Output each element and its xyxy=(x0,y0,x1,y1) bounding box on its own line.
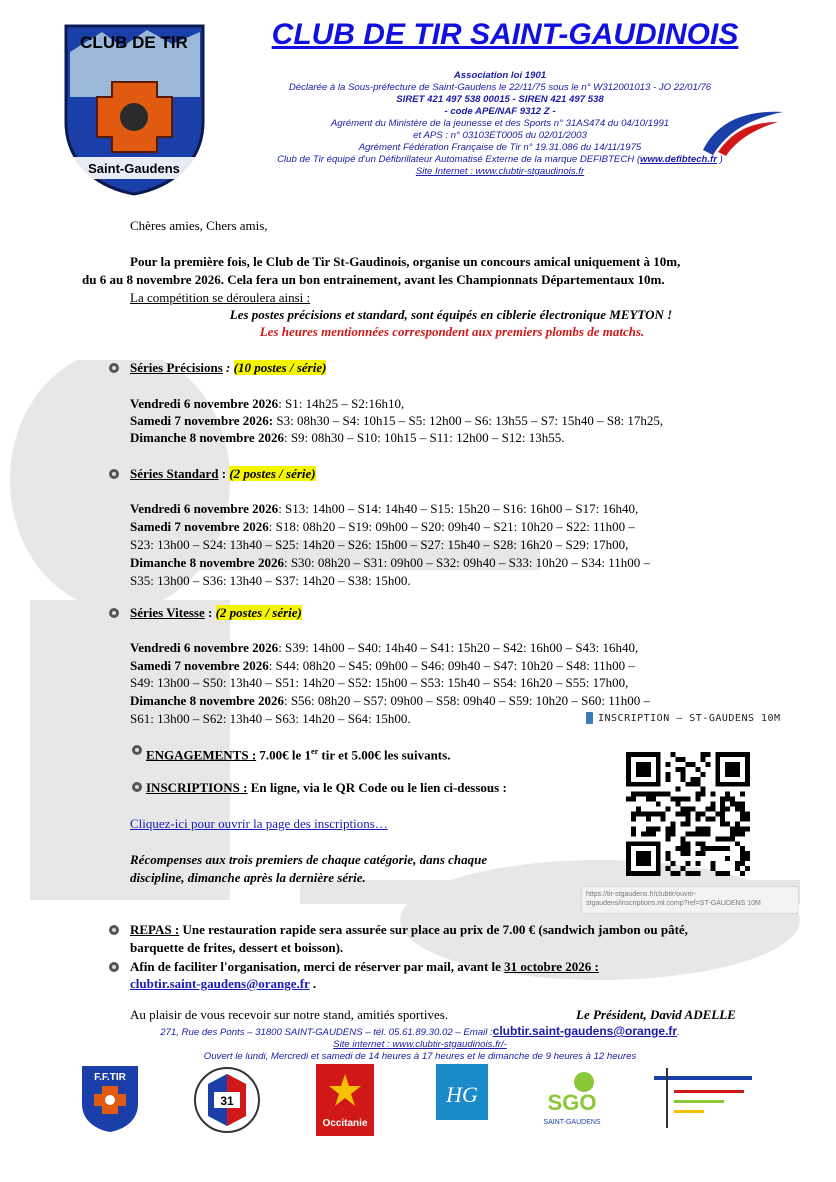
defib-line: Club de Tir équipé d'un Défibrillateur Automatisé Externe de la marque DEFIBTECH (www.defibtech.fr ) xyxy=(277,154,723,165)
saint-gaudens-logo xyxy=(540,1064,604,1136)
bullet-icon xyxy=(108,607,120,619)
bullet-icon xyxy=(108,362,120,374)
schedule-line: S49: 13h00 – S50: 13h40 – S51: 14h20 – S52: 15h00 – S53: 15h40 – S54: 16h20 – S55: 17h00, xyxy=(130,675,629,690)
email-link[interactable]: clubtir.saint-gaudens@orange.fr xyxy=(130,976,310,991)
svg-text:HG: HG xyxy=(446,1082,478,1107)
haute-garonne-logo xyxy=(436,1064,488,1136)
schedule-line: Samedi 7 novembre 2026: S3: 08h30 – S4: 10h15 – S5: 12h00 – S6: 13h55 – S7: 15h40 – S8: 17h25, xyxy=(130,413,664,428)
bullet-icon xyxy=(108,961,120,973)
schedule-line: S23: 13h00 – S24: 13h40 – S25: 14h20 – S26: 15h00 – S27: 15h40 – S28: 16h20 – S29: 17h00, xyxy=(130,537,629,552)
svg-text:F.F.TIR: F.F.TIR xyxy=(94,1072,126,1083)
meyton-note: Les postes précisions et standard, sont équipés en ciblerie électronique MEYTON ! xyxy=(229,307,673,322)
svg-text:SGO: SGO xyxy=(547,1090,597,1115)
footer-contact xyxy=(100,1025,740,1063)
logo-bottom-text: Saint-Gaudens xyxy=(88,161,180,176)
footer-hours: Ouvert le lundi, Mercredi et samedi de 14 heures à 17 heures et le dimanche de 9 heures à 12 heures xyxy=(203,1051,637,1062)
section-vitesse-heading: Séries Vitesse : (2 postes / série) xyxy=(130,605,302,620)
siret-line: SIRET 421 497 538 00015 - SIREN 421 497 538 xyxy=(396,94,604,105)
bullet-icon xyxy=(108,924,120,936)
inscriptions-line: INSCRIPTIONS : En ligne, via le QR Code ou le lien ci-dessous : xyxy=(146,780,507,795)
page-title: CLUB DE TIR SAINT-GAUDINOIS xyxy=(271,18,739,51)
comminges-logo xyxy=(650,1064,754,1136)
qr-code[interactable] xyxy=(626,752,750,876)
greeting: Chères amies, Chers amis, xyxy=(130,218,268,233)
schedule-line: Samedi 7 novembre 2026: S18: 08h20 – S19: 09h00 – S20: 09h40 – S21: 10h20 – S22: 11h00 – xyxy=(130,519,635,534)
heures-note: Les heures mentionnées correspondent aux premiers plombs de matchs. xyxy=(259,324,645,339)
footer-address: 271, Rue des Ponts – 31800 SAINT-GAUDENS – tél. 05.61.89.30.02 – Email :clubtir.saint-gaudens@orange.fr. xyxy=(160,1024,680,1038)
schedule-line: Samedi 7 novembre 2026: S44: 08h20 – S45: 09h00 – S46: 09h40 – S47: 10h20 – S48: 11h00 – xyxy=(130,658,635,673)
schedule-line: Dimanche 8 novembre 2026: S30: 08h20 – S31: 09h00 – S32: 09h40 – S33: 10h20 – S34: 11h00 – xyxy=(130,555,651,570)
bullet-icon xyxy=(131,744,143,756)
svg-text:31: 31 xyxy=(220,1094,234,1108)
reservation-email-line: clubtir.saint-gaudens@orange.fr . xyxy=(130,976,317,991)
schedule-line: Vendredi 6 novembre 2026: S1: 14h25 – S2:16h10, xyxy=(130,396,405,411)
assoc-line: Association loi 1901 xyxy=(453,70,547,81)
logo-top-text: CLUB DE TIR xyxy=(80,33,188,52)
association-info xyxy=(220,70,780,178)
footer-site-link[interactable]: Site internet : www.clubtir-stgaudinois.fr/- xyxy=(333,1039,507,1050)
recompenses-line-2: discipline, dimanche après la dernière série. xyxy=(130,870,366,885)
assoc-line: Déclarée à la Sous-préfecture de Saint-Gaudens le 22/11/75 sous le n° W312001013 - JO 22/01/76 xyxy=(288,82,712,93)
federation-swoosh-logo xyxy=(698,100,788,160)
phone-icon xyxy=(586,712,593,724)
signature: Le Président, David ADELLE xyxy=(576,1007,736,1022)
bullet-icon xyxy=(131,781,143,793)
closing-text: Au plaisir de vous recevoir sur notre stand, amitiés sportives. xyxy=(130,1007,449,1022)
reservation-line: Afin de faciliter l'organisation, merci de réserver par mail, avant le 31 octobre 2026 : xyxy=(130,959,599,974)
schedule-line: Vendredi 6 novembre 2026: S13: 14h00 – S14: 14h40 – S15: 15h20 – S16: 16h00 – S17: 16h40, xyxy=(130,501,639,516)
bullet-icon xyxy=(108,468,120,480)
agrement-line: Agrément du Ministère de la jeunesse et des Sports n° 31AS474 du 04/10/1991 xyxy=(330,118,670,129)
schedule-line: S61: 13h00 – S62: 13h40 – S63: 14h20 – S64: 15h00. xyxy=(130,711,411,726)
section-precision-heading: Séries Précisions : (10 postes / série) xyxy=(130,360,327,375)
fftir-logo xyxy=(80,1064,140,1134)
deroulement-text: La compétition se déroulera ainsi : xyxy=(130,290,311,305)
footer-email-link[interactable]: clubtir.saint-gaudens@orange.fr xyxy=(492,1024,678,1038)
ape-line: - code APE/NAF 9312 Z - xyxy=(444,106,556,117)
qr-url[interactable]: https://tir-stgaudens.fr/clubtir/ouvrir-stgaudens/inscriptions.ml.comp?ref=ST-GAUDENS 10M xyxy=(582,887,798,913)
cd31-logo xyxy=(188,1064,266,1136)
site-link[interactable]: Site Internet : www.clubtir-stgaudinois.fr xyxy=(415,166,585,177)
inscriptions-link[interactable]: Cliquez-ici pour ouvrir la page des inscriptions… xyxy=(130,816,388,831)
schedule-line: Vendredi 6 novembre 2026: S39: 14h00 – S40: 14h40 – S41: 15h20 – S42: 16h00 – S43: 16h40, xyxy=(130,640,639,655)
schedule-line: S35: 13h00 – S36: 13h40 – S37: 14h20 – S38: 15h00. xyxy=(130,573,411,588)
occitanie-logo xyxy=(316,1064,374,1136)
club-logo xyxy=(62,22,207,197)
svg-text:SAINT-GAUDENS: SAINT-GAUDENS xyxy=(543,1119,601,1126)
recompenses-line-1: Récompenses aux trois premiers de chaque catégorie, dans chaque xyxy=(130,852,488,867)
qr-label: INSCRIPTION – ST-GAUDENS 10M xyxy=(586,710,798,726)
aps-line: et APS : n° 03103ET0005 du 02/01/2003 xyxy=(413,130,587,141)
engagements-line: ENGAGEMENTS : 7.00€ le 1er tir et 5.00€ les suivants. xyxy=(146,747,451,763)
fft-line: Agrément Fédération Française de Tir n° 19.31.086 du 14/11/1975 xyxy=(358,142,642,153)
intro-para: Pour la première fois, le Club de Tir St-Gaudinois, organise un concours amical uniquement à 10m, xyxy=(130,254,681,269)
repas-line-2: barquette de frites, dessert et boisson). xyxy=(130,940,344,955)
svg-text:Occitanie: Occitanie xyxy=(322,1118,368,1129)
repas-line: REPAS : Une restauration rapide sera assurée sur place au prix de 7.00 € (sandwich jambon ou pâté, xyxy=(130,922,688,937)
schedule-line: Dimanche 8 novembre 2026: S9: 08h30 – S10: 10h15 – S11: 12h00 – S12: 13h55. xyxy=(130,430,565,445)
section-standard-heading: Séries Standard : (2 postes / série) xyxy=(130,466,316,481)
defibtech-link[interactable]: www.defibtech.fr xyxy=(640,154,717,165)
intro-para-2: du 6 au 8 novembre 2026. Cela fera un bon entrainement, avant les Championnats Départementaux 10m. xyxy=(82,272,665,287)
schedule-line: Dimanche 8 novembre 2026: S56: 08h20 – S57: 09h00 – S58: 09h40 – S59: 10h20 – S60: 11h00 – xyxy=(130,693,651,708)
